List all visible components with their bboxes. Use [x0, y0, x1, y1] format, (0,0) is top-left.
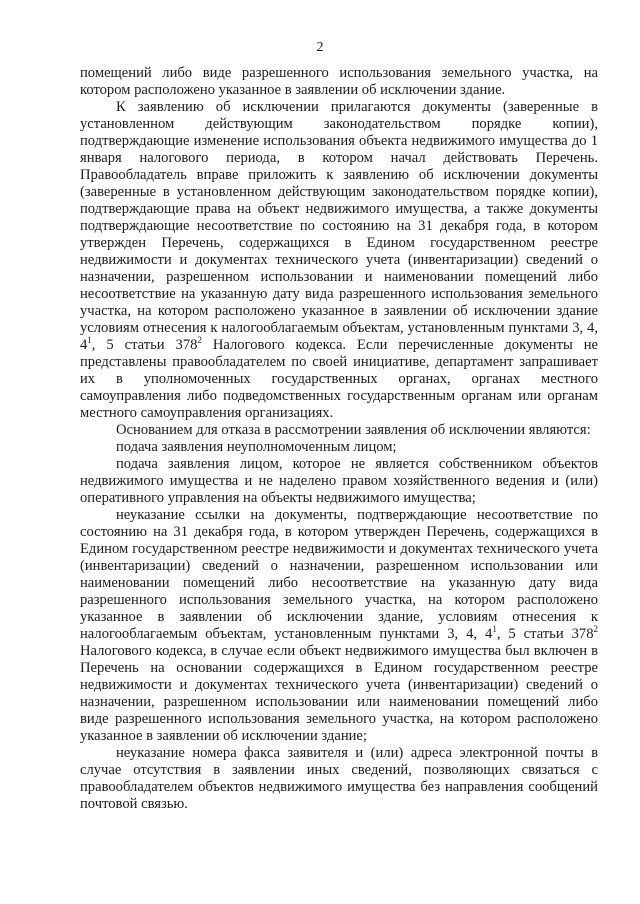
- list-item-text: , 5 статьи 378: [496, 626, 594, 642]
- list-item: [80, 745, 598, 813]
- document-body: [80, 65, 598, 813]
- list-item-text: Налогового кодекса, в случае если объект недвижимого имущества был включен в Перечень на основании содержащихся в Едином государственном реестре недвижимости и документах технического учета (инвентаризации) сведений о назначении, разрешенном использовании или наименовании помещений либо виде разрешенного использования земельного участка, на котором расположено указанное в заявлении об исключении здание;: [80, 643, 598, 744]
- list-item-text: неуказание ссылки на документы, подтверждающие несоответствие по состоянию на 31 декабря года, в котором утвержден Перечень, содержащихся в Едином государственном реестре недвижимости и документах технического учета (инвентаризации) сведений о назначении, разрешенном использовании или наименовании помещений либо несоответствие на указанную дату вида разрешенного использования земельного участка, на котором расположено указанное в заявлении об исключении здание, условиям отнесения к налогооблагаемым объектам, установленным пунктами 3, 4, 4: [80, 507, 598, 642]
- list-item: [80, 456, 598, 507]
- paragraph-text: Основанием для отказа в рассмотрении заявления об исключении являются:: [116, 422, 591, 438]
- paragraph-text: Налогового кодекса. Если перечисленные документы не представлены правообладателем по своей инициативе, департамент запрашивает их в уполномоченных государственных органах, органах местного самоуправления либо подведомственных государственным органам или органам местного самоуправления организациях.: [80, 337, 598, 421]
- superscript: 2: [197, 335, 202, 346]
- list-item-text: неуказание номера факса заявителя и (или) адреса электронной почты в случае отсутствия в заявлении иных сведений, позволяющих связаться с правообладателем объектов недвижимого имущества без направления сообщений почтовой связью.: [80, 745, 598, 812]
- superscript: 1: [87, 335, 92, 346]
- paragraph-text: помещений либо виде разрешенного использования земельного участка, на котором расположено указанное в заявлении об исключении здание.: [80, 65, 598, 98]
- paragraph-text: , 5 статьи 378: [91, 337, 198, 353]
- superscript: 2: [593, 624, 598, 635]
- superscript: 1: [492, 624, 497, 635]
- paragraph-refusal-grounds: [80, 422, 598, 439]
- page-number: 2: [316, 40, 324, 55]
- paragraph-text: К заявлению об исключении прилагаются документы (заверенные в установленном действующим законодательством порядке копии), подтверждающие изменение использования объекта недвижимого имущества до 1 января налогового периода, в котором начал действовать Перечень. Правообладатель вправе приложить к заявлению об исключении документы (заверенные в установленном действующим законодательством порядке копии), подтверждающие права на объект недвижимого имущества, а также документы подтверждающие несоответствие по состоянию на 31 декабря года, в котором утвержден Перечень, содержащихся в Едином государственном реестре недвижимости и документах технического учета (инвентаризации) сведений о назначении, разрешенном использовании и наименовании помещений либо несоответствие на указанную дату вида разрешенного использования земельного участка, на котором расположено указанное в заявлении об исключении здание условиям отнесения к налогооблагаемым объектам, установленным пунктами 3, 4, 4: [80, 99, 598, 353]
- list-item-text: подача заявления лицом, которое не является собственником объектов недвижимого имущества и не наделено правом хозяйственного ведения и (или) оперативного управления на объекты недвижимого имущества;: [80, 456, 598, 506]
- paragraph-attachments: [80, 99, 598, 422]
- list-item-text: подача заявления неуполномоченным лицом;: [116, 439, 397, 455]
- paragraph-continuation: [80, 65, 598, 99]
- list-item: [80, 507, 598, 745]
- list-item: [80, 439, 598, 456]
